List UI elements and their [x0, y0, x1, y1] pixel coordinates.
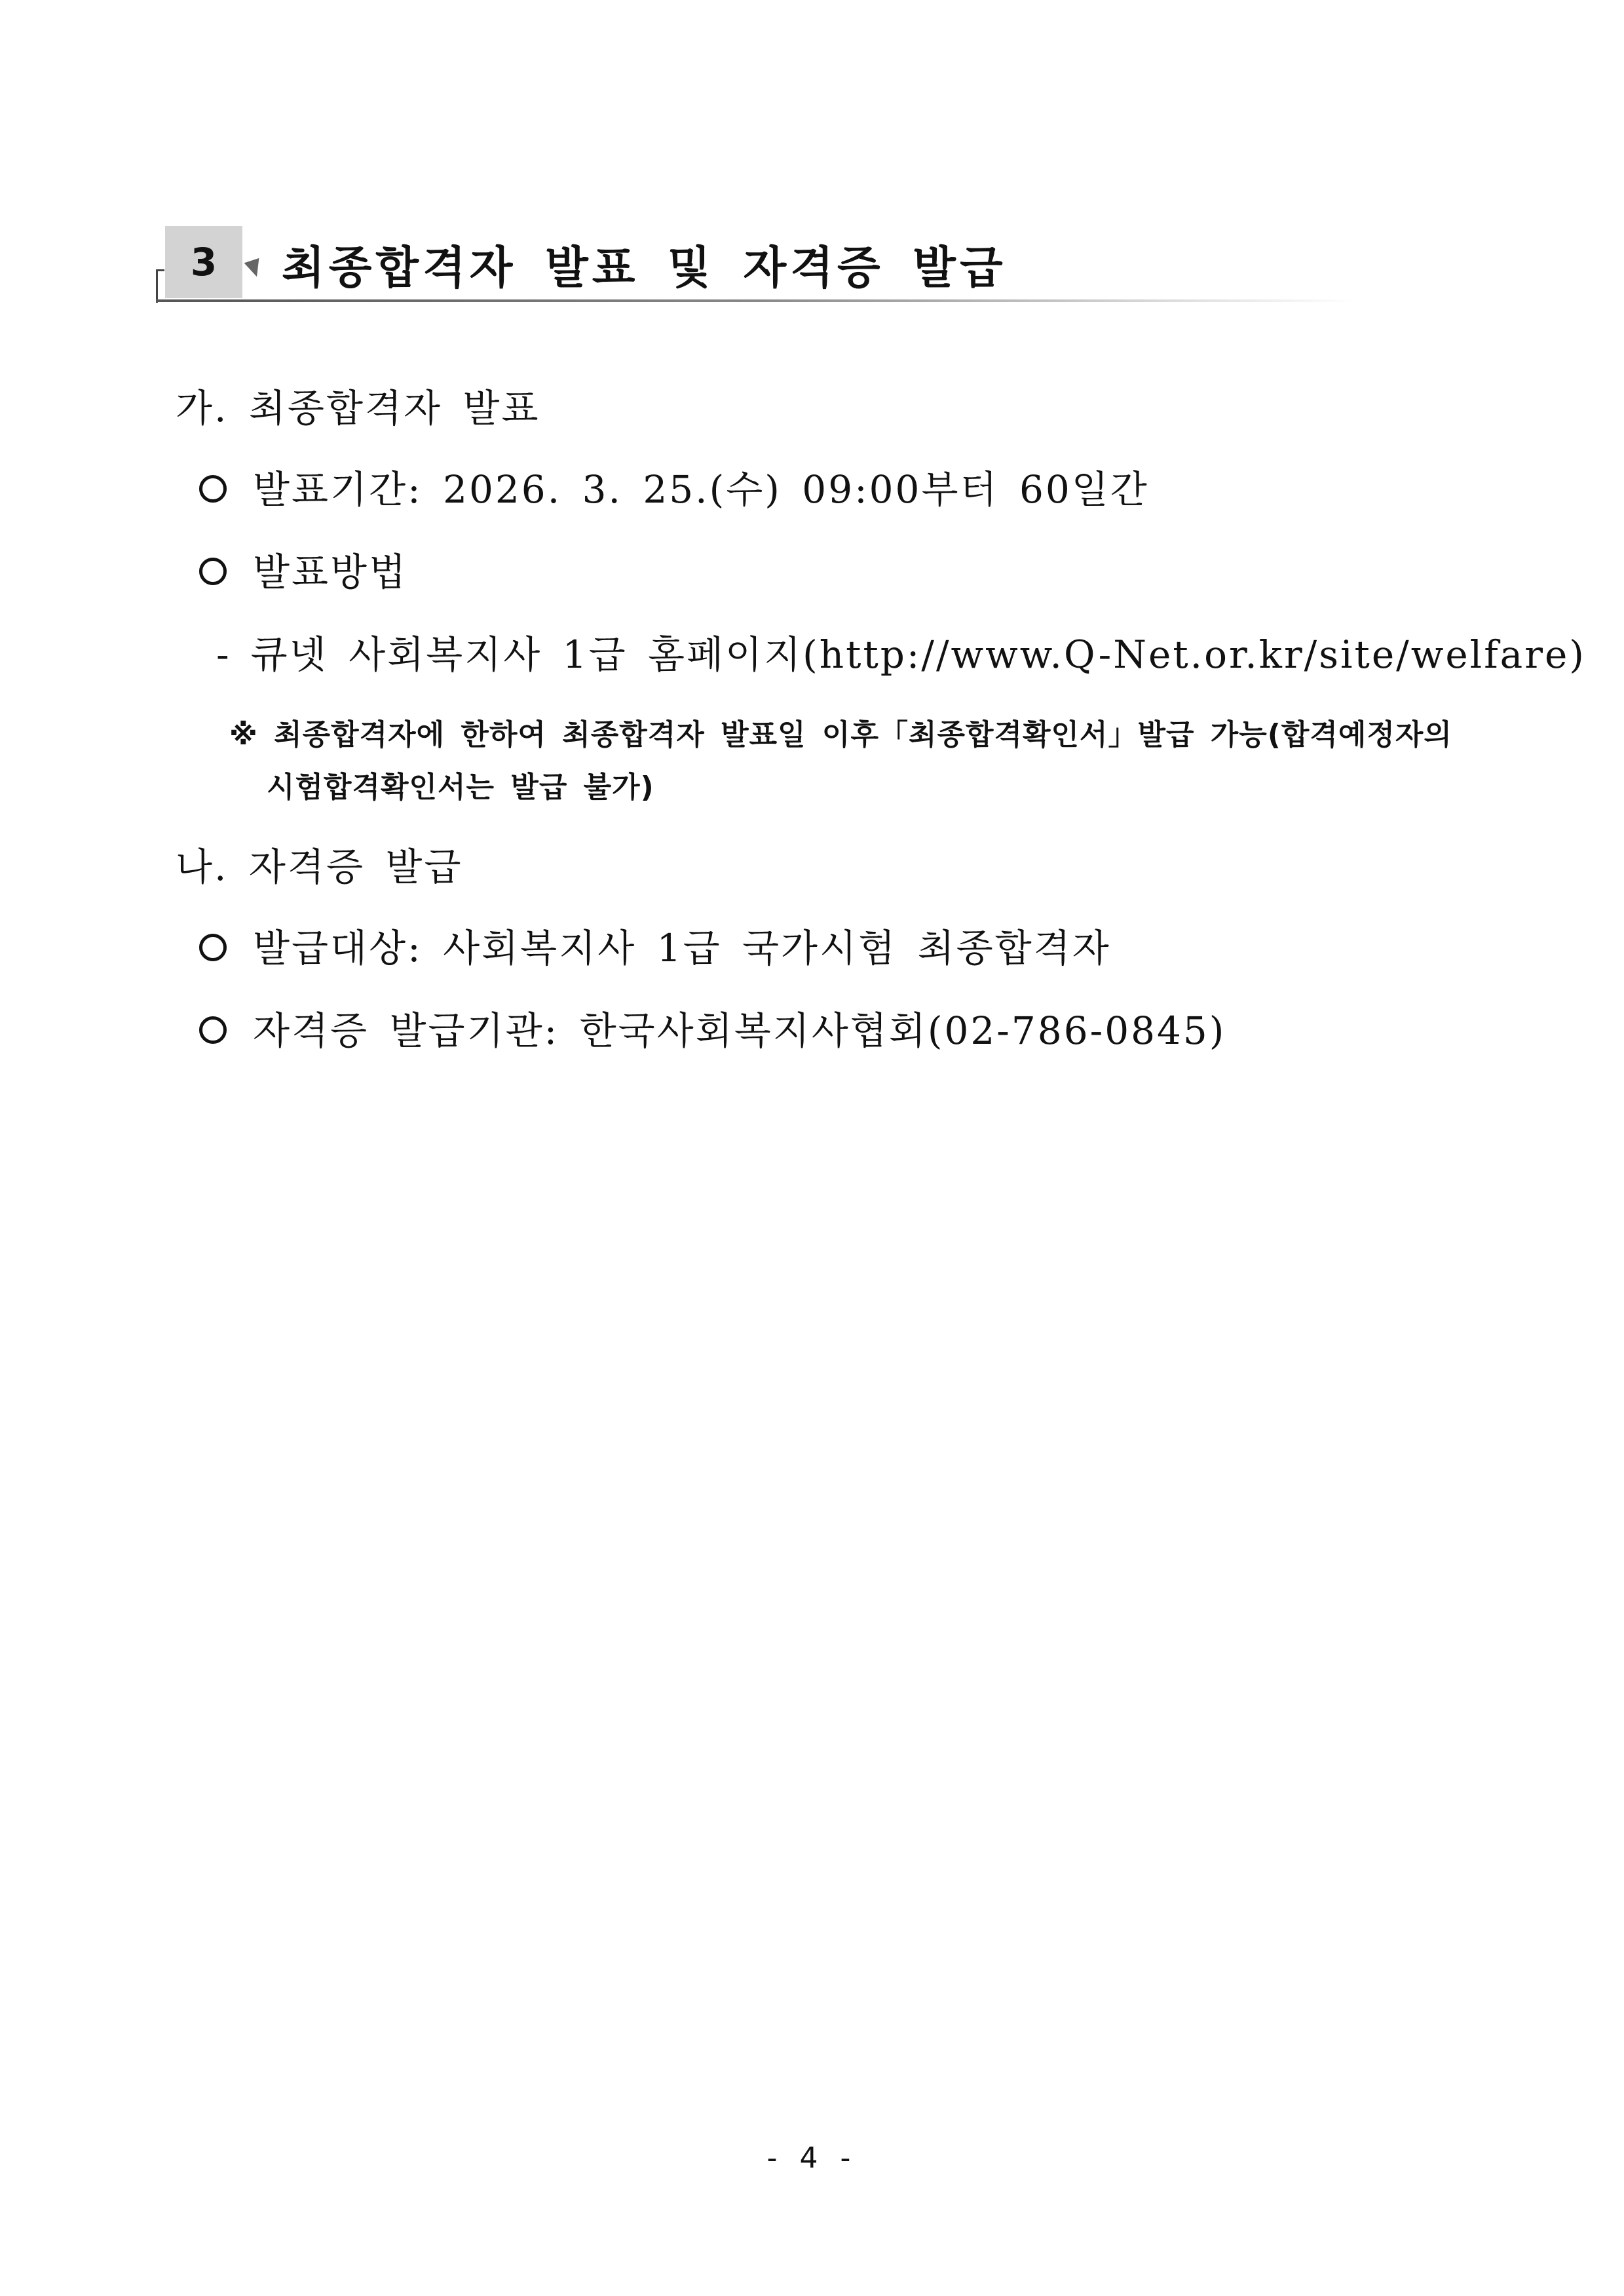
page-number: - 4 - — [766, 2141, 858, 2175]
circle-bullet-icon — [199, 475, 227, 503]
list-item-announcement-method — [199, 541, 407, 596]
subsection-heading-a: 가. 최종합격자 발표 — [176, 386, 540, 430]
list-item-text: 자격증 발급기관: 한국사회복지사협회(02-786-0845) — [253, 1008, 1226, 1053]
note-line-2: 시험합격확인서는 발급 불가) — [267, 771, 654, 804]
list-item-qnet-homepage — [216, 624, 1586, 679]
note-line-1: ※ 최종합격자에 한하여 최종합격자 발표일 이후「최종합격확인서」발급 가능(합격예정자의 — [229, 718, 1452, 752]
circle-bullet-icon — [199, 1016, 227, 1044]
section-title: 최종합격자 발표 및 자격증 발급 — [282, 242, 1007, 294]
section-header — [156, 226, 1355, 306]
list-item-issuance-target — [199, 917, 1111, 972]
header-bracket-decoration — [156, 269, 164, 303]
section-number: 3 — [190, 240, 217, 284]
triangle-arrow-icon — [244, 258, 265, 279]
section-number-badge — [165, 226, 242, 298]
subsection-heading-b: 나. 자격증 발급 — [176, 845, 463, 889]
list-item-text: 발표방법 — [253, 550, 408, 594]
list-item-text: 발급대상: 사회복지사 1급 국가시험 최종합격자 — [253, 926, 1111, 970]
list-item-text: 발표기간: 2026. 3. 25.(수) 09:00부터 60일간 — [253, 467, 1149, 512]
list-item-announcement-period — [199, 459, 1149, 514]
header-underline — [156, 299, 1355, 302]
list-item-issuing-agency — [199, 1000, 1226, 1055]
circle-bullet-icon — [199, 558, 227, 585]
list-item-text: 큐넷 사회복지사 1급 홈페이지(http://www.Q-Net.or.kr/site/welfare) — [250, 632, 1586, 677]
dash-bullet: - — [216, 632, 231, 677]
circle-bullet-icon — [199, 934, 227, 961]
